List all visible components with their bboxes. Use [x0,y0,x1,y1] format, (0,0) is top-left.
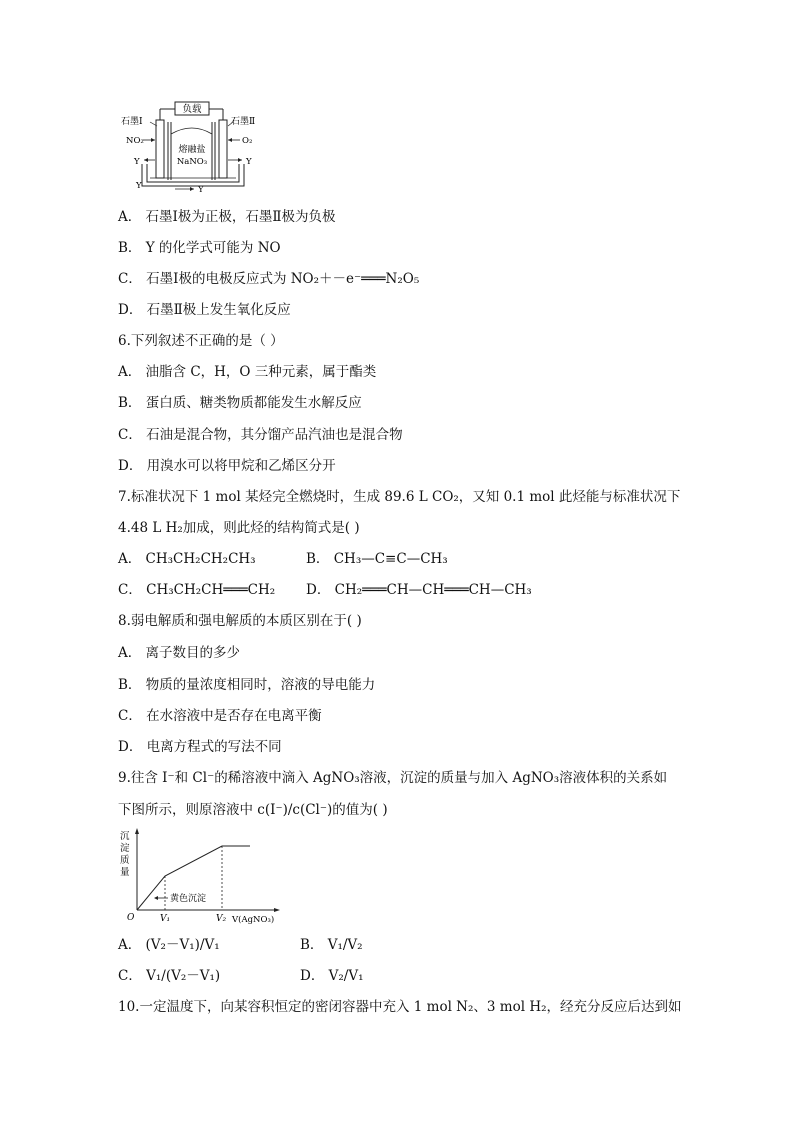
q7-stem-line2: 4.48 L H₂加成，则此烃的结构简式是( ) [118,520,360,536]
q9-option-d: D． V₂/V₁ [300,968,364,984]
q9-stem-line2: 下图所示，则原溶液中 c(I⁻)/c(Cl⁻)的值为( ) [118,802,388,818]
tick-v2: V₂ [216,914,227,924]
q7-option-c: C． CH₃CH₂CH═══CH₂ [118,582,276,598]
q8-option-b: B． 物质的量浓度相同时，溶液的导电能力 [118,677,376,693]
annotation-label: 黄色沉淀 [170,894,207,904]
q5-option-b: B． Y 的化学式可能为 NO [118,240,281,256]
electrode-left-label: 石墨Ⅰ [121,117,143,127]
q8-option-a: A． 离子数目的多少 [118,645,241,661]
q7-option-b: B． CH₃—C≡C—CH₃ [306,551,448,567]
y-label-left-lower: Y [136,181,142,191]
q9-stem-line1: 9.往含 I⁻和 Cl⁻的稀溶液中滴入 AgNO₃溶液，沉淀的质量与加入 AgNO₃溶液体积的关系如 [118,770,668,786]
tick-v1: V₁ [160,914,171,924]
q6-option-d: D． 用溴水可以将甲烷和乙烯区分开 [118,458,336,474]
q6-stem: 6.下列叙述不正确的是（ ） [118,333,284,349]
gas-right-label: O₂ [242,136,253,146]
q9-option-b: B． V₁/V₂ [300,937,363,953]
q7-option-d: D． CH₂═══CH—CH═══CH—CH₃ [306,582,532,598]
salt-label-2: NaNO₃ [176,157,208,167]
q6-option-a: A． 油脂含 C，H，O 三种元素，属于酯类 [118,364,377,380]
ylabel-char-4: 量 [120,867,130,878]
load-label: 负载 [182,104,202,115]
precipitate-graph [118,826,288,930]
salt-label-1: 熔融盐 [178,145,206,155]
fuel-cell-diagram [120,100,270,195]
q8-stem: 8.弱电解质和强电解质的本质区别在于( ) [118,613,362,629]
q6-option-c: C． 石油是混合物，其分馏产品汽油也是混合物 [118,427,403,443]
q8-option-d: D． 电离方程式的写法不同 [118,739,282,755]
q9-option-c: C． V₁/(V₂－V₁) [118,968,221,984]
q5-option-a: A． 石墨Ⅰ极为正极，石墨Ⅱ极为负极 [118,209,336,225]
ylabel-char-2: 淀 [120,843,130,854]
xlabel: V(AgNO₃) [232,915,275,925]
q8-option-c: C． 在水溶液中是否存在电离平衡 [118,708,322,724]
electrode-right-label: 石墨Ⅱ [231,117,256,127]
origin-label: O [127,913,135,923]
y-label-left-upper: Y [134,157,140,167]
q7-option-a: A． CH₃CH₂CH₂CH₃ [118,551,256,567]
q7-stem-line1: 7.标准状况下 1 mol 某烃完全燃烧时，生成 89.6 L CO₂，又知 0.1 mol 此烃能与标准状况下 [118,489,681,505]
q5-option-c: C． 石墨Ⅰ极的电极反应式为 NO₂＋－e⁻═══N₂O₅ [118,271,420,287]
ylabel-char-3: 质 [120,855,130,866]
q6-option-b: B． 蛋白质、糖类物质都能发生水解反应 [118,395,362,411]
q5-option-d: D． 石墨Ⅱ极上发生氧化反应 [118,302,291,318]
y-label-bottom: Y [198,185,204,195]
q9-option-a: A． (V₂－V₁)/V₁ [118,937,220,953]
y-label-right-upper: Y [246,157,252,167]
gas-left-label: NO₂ [126,136,144,146]
ylabel-char-1: 沉 [120,831,130,842]
q10-stem: 10.一定温度下，向某容积恒定的密闭容器中充入 1 mol N₂、3 mol H₂，经充分反应后达到如 [118,999,682,1015]
